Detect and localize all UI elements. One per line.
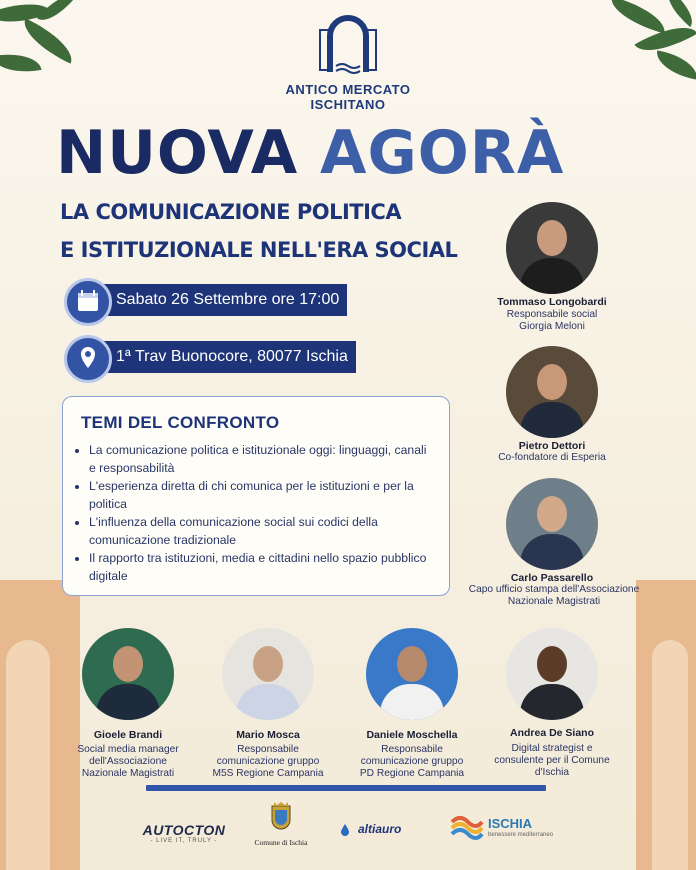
divider	[146, 785, 546, 791]
page-title	[56, 118, 564, 188]
speaker-role-line: Social media manager	[77, 744, 179, 755]
event-date: Sabato 26 Settembre ore 17:00	[102, 284, 347, 316]
comune-label: Comune di Ischia	[254, 838, 308, 847]
speaker-role-line: Responsabile	[381, 744, 443, 755]
temi-item: • La comunicazione politica e istituzionale oggi: linguaggi, canali e responsabilità	[89, 441, 434, 477]
speaker-name: Andrea De Siano	[509, 727, 595, 739]
speaker-role-line: Digital strategist e	[511, 743, 593, 754]
speaker-role-line: Nazionale Magistrati	[507, 596, 601, 607]
speaker-role	[456, 584, 652, 608]
speaker-name: Tommaso Longobardi	[497, 296, 607, 308]
avatar-daniele-moschella	[366, 628, 458, 720]
drop-icon	[340, 824, 350, 836]
speaker-role-line: Responsabile social	[506, 309, 598, 320]
speaker-role-line: PD Regione Campania	[359, 768, 465, 779]
avatar-pietro-dettori	[506, 346, 598, 438]
speaker-role	[450, 309, 654, 333]
mercato-logo	[285, 8, 411, 112]
autocton-logo-text: AUTOCTON	[142, 822, 226, 838]
ischia-tagline: benessere mediterraneo	[488, 832, 554, 838]
speaker-role-line: comunicazione gruppo	[360, 756, 464, 767]
speaker-name: Gioele Brandi	[93, 729, 163, 741]
avatar-gioele-brandi	[82, 628, 174, 720]
temi-list	[75, 441, 434, 585]
avatar-carlo-passarello	[506, 478, 598, 570]
altiauro-logo-text: altiauro	[358, 822, 402, 836]
speaker-role-line: Responsabile	[237, 744, 299, 755]
title-part-1: NUOVA	[56, 118, 321, 188]
speaker-role	[340, 744, 484, 780]
logo-line-2: ISCHITANO	[310, 97, 386, 112]
speaker-role-line: dell'Associazione	[89, 756, 167, 767]
temi-item: • L'influenza della comunicazione social sui codici della comunicazione tradizionale	[89, 513, 434, 549]
location-pin-icon	[64, 335, 112, 383]
title-part-2: AGORÀ	[320, 118, 565, 188]
arch-decoration-right	[636, 580, 696, 870]
temi-box	[62, 396, 450, 596]
logo-line-1: ANTICO MERCATO	[285, 82, 411, 97]
speaker-role-line: Nazionale Magistrati	[81, 768, 175, 779]
calendar-icon	[64, 278, 112, 326]
avatar-mario-mosca	[222, 628, 314, 720]
avatar-andrea-de-siano	[506, 628, 598, 720]
event-place: 1ª Trav Buonocore, 80077 Ischia	[102, 341, 356, 373]
speaker-name: Daniele Moschella	[366, 729, 458, 741]
speaker-name: Pietro Dettori	[518, 440, 586, 452]
speaker-role-line: consulente per il Comune	[494, 755, 610, 766]
ischia-logo-text: ISCHIA	[488, 816, 533, 831]
coat-of-arms-icon	[268, 800, 294, 834]
speaker-name: Mario Mosca	[236, 729, 300, 741]
temi-item: • Il rapporto tra istituzioni, media e cittadini nello spazio pubblico digitale	[89, 549, 434, 585]
speaker-role	[56, 744, 200, 780]
arch-logo-icon	[300, 8, 396, 78]
autocton-tagline: - LIVE IT, TRULY -	[150, 838, 218, 844]
ischia-wave-icon	[450, 814, 484, 840]
speaker-role	[450, 452, 654, 464]
speaker-role-line: Capo ufficio stampa dell'Associazione	[468, 584, 640, 595]
temi-heading: TEMI DEL CONFRONTO	[81, 413, 280, 432]
speaker-role-line: Co-fondatore di Esperia	[498, 452, 606, 463]
speaker-role	[478, 743, 626, 779]
speaker-role-line: d'Ischia	[534, 767, 570, 778]
sponsor-autocton	[134, 822, 234, 844]
sponsor-comune-ischia	[248, 800, 314, 847]
subtitle-line-2: E ISTITUZIONALE NELL'ERA SOCIAL	[60, 238, 458, 262]
speaker-name: Carlo Passarello	[510, 572, 594, 584]
speaker-role-line: comunicazione gruppo	[216, 756, 320, 767]
subtitle-line-1: LA COMUNICAZIONE POLITICA	[60, 200, 402, 224]
temi-item: • L'esperienza diretta di chi comunica per le istituzioni e per la politica	[89, 477, 434, 513]
speaker-role	[196, 744, 340, 780]
avatar-tommaso-longobardi	[506, 202, 598, 294]
speaker-role-line: Giorgia Meloni	[519, 321, 585, 332]
speaker-role-line: M5S Regione Campania	[212, 768, 324, 779]
arch-decoration-left	[0, 580, 80, 870]
